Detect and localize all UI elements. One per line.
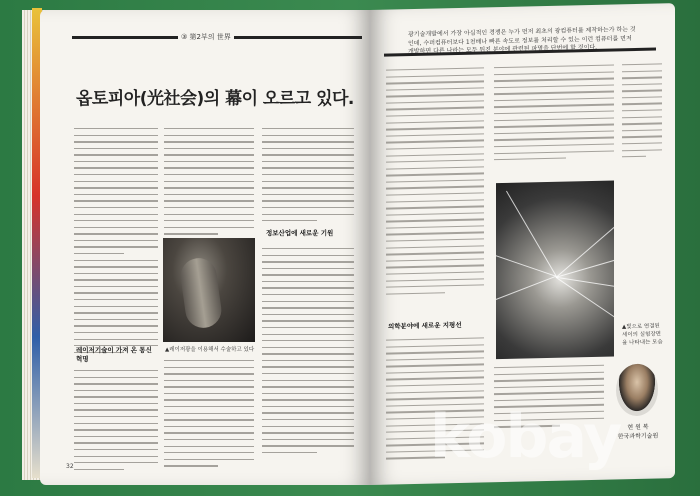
- text-column-2: [164, 128, 254, 240]
- watermark-logo: kobay: [430, 402, 621, 472]
- text-column-2b: [164, 360, 254, 472]
- right-text-column-3: [622, 63, 662, 163]
- subhead-right-1: 의학분야에 새로운 지평선: [388, 320, 462, 331]
- right-photo-caption: ▲빛으로 연결된 세이의 실험장면을 나타내는 모습: [622, 323, 663, 347]
- left-page: [40, 10, 370, 485]
- laser-surgery-photo: [163, 238, 255, 342]
- text-column-1b: [74, 370, 158, 475]
- light-experiment-photo: [496, 180, 614, 359]
- text-column-3b: [262, 248, 354, 459]
- right-lead-text: 광기술개발에서 가장 아심적인 경쟁은 누가 먼저 최초의 광컴퓨터를 제작하는가 하는 것인데, 수퍼컴퓨터보다 1천배나 빠른 속도로 정보를 처리할 수 있는 이런 컴퓨터를 먼저 개발하면 다른 나라는 모두 뒤진 분야에 관련된 파멸을 단번에 할 것이다.: [408, 25, 636, 56]
- right-text-column-1: [386, 67, 484, 299]
- left-photo-caption: ▲레이저광을 이용해서 수술하고 있다: [165, 347, 255, 353]
- text-column-1: [74, 128, 158, 358]
- author-affiliation: 한국과학기술원: [617, 432, 659, 441]
- page-number: 32: [66, 463, 74, 470]
- subhead-left-2: 정보산업에 새로운 기원: [266, 229, 334, 237]
- header-tag: ③ 第2부의 世界: [178, 32, 234, 42]
- author-portrait: [616, 363, 658, 416]
- right-text-column-2: [494, 64, 614, 165]
- author-name: 현 원 복: [627, 423, 649, 432]
- subhead-left-1: 레이저기술이 가져 온 통신혁명: [76, 346, 152, 363]
- text-column-3: [262, 128, 354, 227]
- article-title: 옵토피아(光社会)의 幕이 오르고 있다.: [76, 89, 354, 109]
